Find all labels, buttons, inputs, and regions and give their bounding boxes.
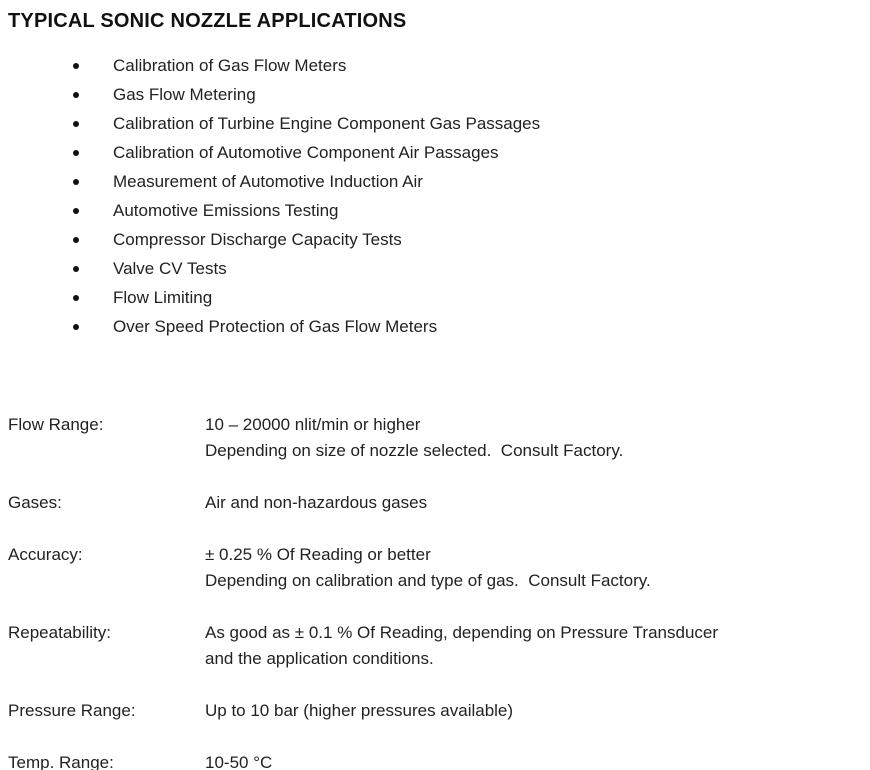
- list-item-text: Calibration of Turbine Engine Component Gas Passages: [113, 114, 541, 133]
- spec-label: Flow Range:: [8, 415, 104, 434]
- spec-label: Accuracy:: [8, 545, 83, 564]
- list-item-text: Gas Flow Metering: [113, 85, 256, 104]
- spec-value: [205, 620, 860, 672]
- list-item: [8, 196, 860, 225]
- spec-value: [205, 542, 860, 594]
- bullet-icon: [73, 179, 79, 185]
- spec-value-line: Air and non-hazardous gases: [205, 493, 428, 512]
- bullet-icon: [73, 266, 79, 272]
- bullet-icon: [73, 237, 79, 243]
- spec-value-line: 10-50 °C: [205, 753, 273, 770]
- bullet-icon: [73, 295, 79, 301]
- list-item: [8, 283, 860, 312]
- list-item: [8, 138, 860, 167]
- bullet-icon: [73, 121, 79, 127]
- list-item-text: Calibration of Gas Flow Meters: [113, 56, 347, 75]
- bullet-icon: [73, 150, 79, 156]
- spec-row-flow-range: [8, 412, 860, 464]
- applications-list: [8, 51, 860, 341]
- list-item-text: Valve CV Tests: [113, 259, 227, 278]
- page-title: TYPICAL SONIC NOZZLE APPLICATIONS: [8, 10, 407, 32]
- spec-row-temp-range: [8, 750, 860, 770]
- list-item-text: Automotive Emissions Testing: [113, 201, 339, 220]
- bullet-icon: [73, 63, 79, 69]
- spec-label: Gases:: [8, 493, 62, 512]
- spec-value-line: Up to 10 bar (higher pressures available): [205, 701, 514, 720]
- spec-label: Repeatability:: [8, 623, 112, 642]
- bullet-icon: [73, 92, 79, 98]
- list-item: [8, 80, 860, 109]
- spec-value-line: As good as ± 0.1 % Of Reading, depending on Pressure Transducer: [205, 623, 719, 642]
- list-item-text: Calibration of Automotive Component Air Passages: [113, 143, 499, 162]
- list-item-text: Flow Limiting: [113, 288, 213, 307]
- spec-value-line: 10 – 20000 nlit/min or higher: [205, 415, 421, 434]
- spec-label: Temp. Range:: [8, 753, 114, 770]
- list-item: [8, 167, 860, 196]
- list-item-text: Measurement of Automotive Induction Air: [113, 172, 423, 191]
- spec-value-line: Depending on calibration and type of gas. Consult Factory.: [205, 571, 651, 590]
- spec-value-line: and the application conditions.: [205, 649, 434, 668]
- spec-value: [205, 698, 860, 724]
- spec-row-gases: [8, 490, 860, 516]
- spec-value: [205, 412, 860, 464]
- spec-row-pressure-range: [8, 698, 860, 724]
- spec-label: Pressure Range:: [8, 701, 136, 720]
- bullet-icon: [73, 324, 79, 330]
- list-item: [8, 225, 860, 254]
- spec-value: [205, 750, 860, 770]
- spec-value: [205, 490, 860, 516]
- spec-value-line: Depending on size of nozzle selected. Consult Factory.: [205, 441, 624, 460]
- list-item: [8, 109, 860, 138]
- spec-value-line: ± 0.25 % Of Reading or better: [205, 545, 431, 564]
- bullet-icon: [73, 208, 79, 214]
- list-item: [8, 51, 860, 80]
- list-item-text: Over Speed Protection of Gas Flow Meters: [113, 317, 438, 336]
- list-item: [8, 312, 860, 341]
- list-item: [8, 254, 860, 283]
- list-item-text: Compressor Discharge Capacity Tests: [113, 230, 402, 249]
- spec-row-repeatability: [8, 620, 860, 672]
- specifications-section: [8, 412, 860, 770]
- spec-row-accuracy: [8, 542, 860, 594]
